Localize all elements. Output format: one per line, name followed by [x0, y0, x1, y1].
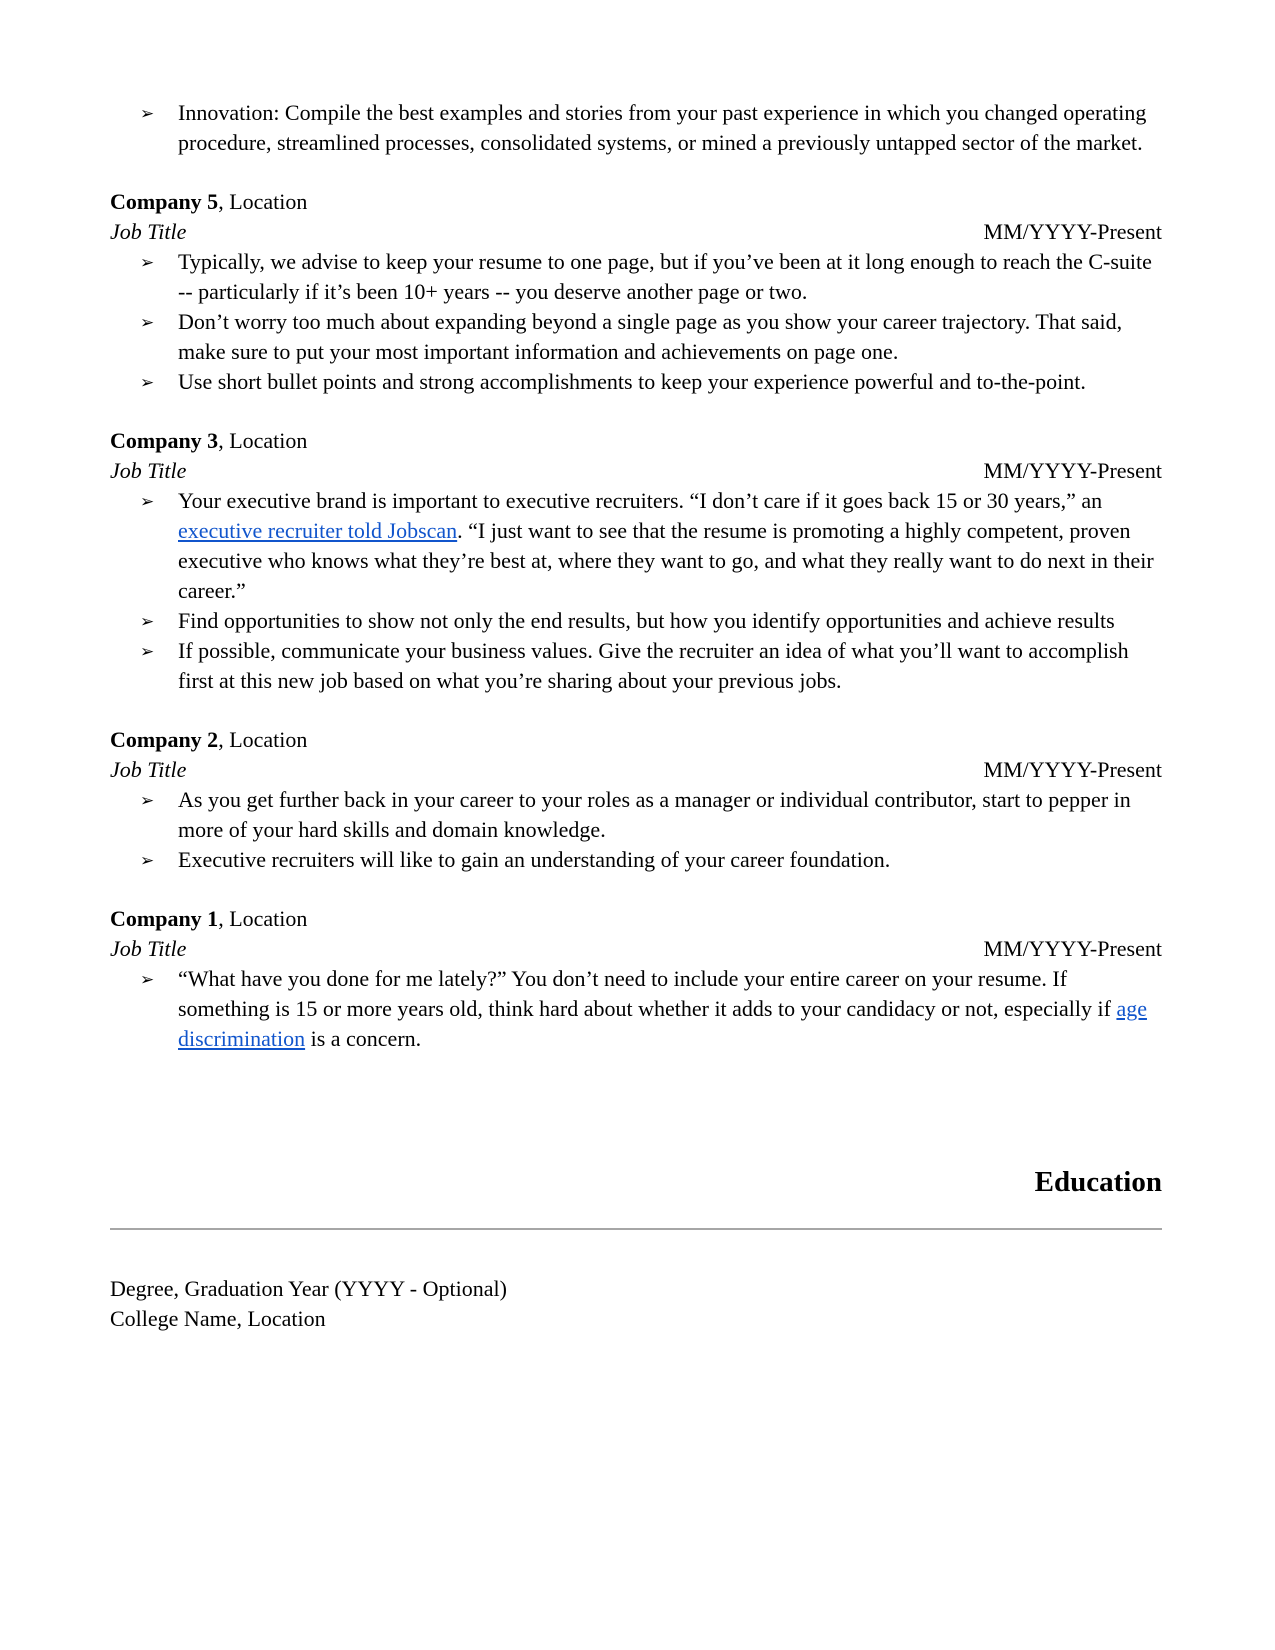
- company-location: , Location: [218, 727, 308, 752]
- bullet-item: [110, 606, 1162, 636]
- bullet-arrow-icon: ➢: [140, 104, 155, 124]
- education-heading: Education: [1034, 1166, 1162, 1198]
- company-name: Company 5: [110, 189, 219, 214]
- experience-section: [110, 187, 1162, 397]
- education-college-line: College Name, Location: [110, 1306, 326, 1331]
- bullet-arrow-icon: ➢: [140, 253, 155, 273]
- bullet-text: Typically, we advise to keep your resume to one page, but if you’ve been at it long enough to reach the C-suite -- particularly if it’s been 10+ years -- you deserve another page or two.: [178, 249, 1152, 304]
- employment-dates: MM/YYYY-Present: [983, 936, 1162, 961]
- bullet-item: [110, 98, 1162, 158]
- bullet-item: [110, 785, 1162, 845]
- bullet-arrow-icon: ➢: [140, 612, 155, 632]
- bullet-item: [110, 307, 1162, 367]
- bullet-item: [110, 247, 1162, 307]
- bullet-arrow-icon: ➢: [140, 373, 155, 393]
- experience-section: [110, 725, 1162, 875]
- company-location: , Location: [218, 906, 308, 931]
- company-line: [110, 426, 1162, 456]
- inline-link[interactable]: executive recruiter told Jobscan: [178, 518, 458, 543]
- bullet-text: Find opportunities to show not only the end results, but how you identify opportunities and achieve results: [178, 608, 1115, 633]
- job-title: Job Title: [110, 936, 187, 961]
- company-line: [110, 187, 1162, 217]
- job-title: Job Title: [110, 219, 187, 244]
- bullet-text: “What have you done for me lately?” You don’t need to include your entire career on your resume. If something is 15 or more years old, think hard about whether it adds to your candidacy or not, especially if age discrimination is a concern.: [178, 966, 1147, 1051]
- bullet-text: As you get further back in your career to your roles as a manager or individual contributor, start to pepper in more of your hard skills and domain knowledge.: [178, 787, 1131, 842]
- experience-section: [110, 426, 1162, 696]
- bullet-arrow-icon: ➢: [140, 642, 155, 662]
- section-bullet-list: [110, 785, 1162, 875]
- bullet-text: Don’t worry too much about expanding beyond a single page as you show your career trajectory. That said, make sure to put your most important information and achievements on page one.: [178, 309, 1123, 364]
- intro-bullet-list: [110, 98, 1162, 158]
- company-location: , Location: [218, 428, 308, 453]
- company-line: [110, 904, 1162, 934]
- employment-dates: MM/YYYY-Present: [983, 219, 1162, 244]
- bullet-text: Your executive brand is important to executive recruiters. “I don’t care if it goes back 15 or 30 years,” an executive recruiter told Jobscan. “I just want to see that the resume is promoting a highly competent, proven executive who knows what they’re best at, where they want to go, and what they really want to do next in their career.”: [178, 488, 1154, 603]
- bullet-item: [110, 964, 1162, 1054]
- title-dates-line: [110, 755, 1162, 785]
- education-entry: [110, 1274, 1162, 1334]
- company-name: Company 3: [110, 428, 219, 453]
- company-line: [110, 725, 1162, 755]
- employment-dates: MM/YYYY-Present: [983, 757, 1162, 782]
- inline-link[interactable]: age discrimination: [178, 996, 1147, 1051]
- title-dates-line: [110, 217, 1162, 247]
- education-divider: [110, 1228, 1162, 1230]
- bullet-arrow-icon: ➢: [140, 791, 155, 811]
- section-bullet-list: [110, 964, 1162, 1054]
- employment-dates: MM/YYYY-Present: [983, 458, 1162, 483]
- experience-sections: [110, 187, 1162, 1054]
- company-name: Company 2: [110, 727, 219, 752]
- bullet-arrow-icon: ➢: [140, 970, 155, 990]
- bullet-arrow-icon: ➢: [140, 313, 155, 333]
- bullet-text: If possible, communicate your business values. Give the recruiter an idea of what you’ll want to accomplish first at this new job based on what you’re sharing about your previous jobs.: [178, 638, 1129, 693]
- job-title: Job Title: [110, 757, 187, 782]
- bullet-text: Use short bullet points and strong accomplishments to keep your experience powerful and to-the-point.: [178, 369, 1086, 394]
- bullet-text: Executive recruiters will like to gain an understanding of your career foundation.: [178, 847, 891, 872]
- title-dates-line: [110, 456, 1162, 486]
- company-location: , Location: [218, 189, 308, 214]
- experience-section: [110, 904, 1162, 1054]
- company-name: Company 1: [110, 906, 219, 931]
- bullet-item: [110, 367, 1162, 397]
- bullet-arrow-icon: ➢: [140, 851, 155, 871]
- education-degree-line: Degree, Graduation Year (YYYY - Optional): [110, 1276, 507, 1301]
- bullet-arrow-icon: ➢: [140, 492, 155, 512]
- section-bullet-list: [110, 247, 1162, 397]
- bullet-text: Innovation: Compile the best examples and stories from your past experience in which you changed operating procedure, streamlined processes, consolidated systems, or mined a previously untapped sector of the market.: [178, 100, 1147, 155]
- title-dates-line: [110, 934, 1162, 964]
- bullet-item: [110, 486, 1162, 606]
- bullet-item: [110, 845, 1162, 875]
- bullet-item: [110, 636, 1162, 696]
- job-title: Job Title: [110, 458, 187, 483]
- section-bullet-list: [110, 486, 1162, 696]
